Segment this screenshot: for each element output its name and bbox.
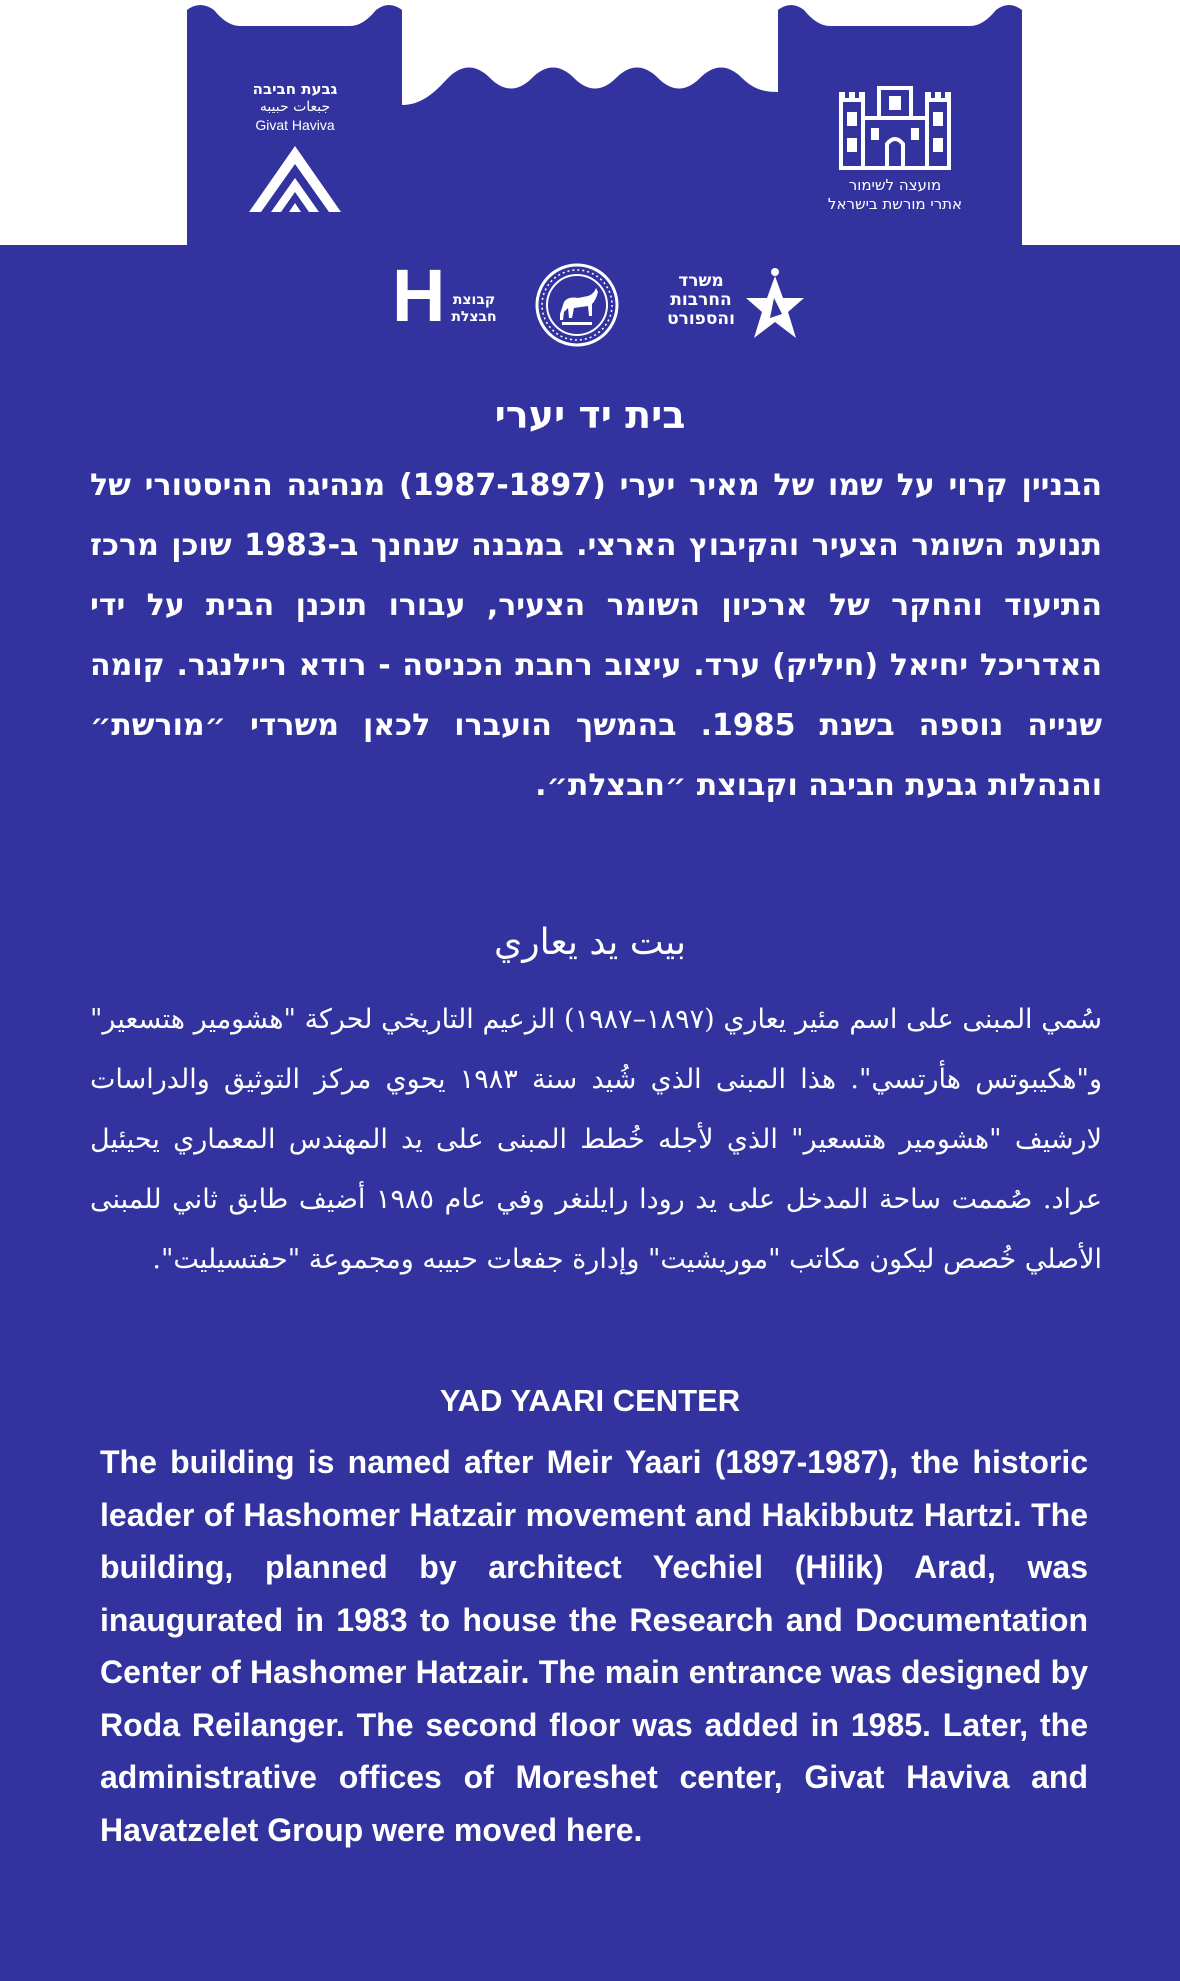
arabic-body: سُمي المبنى على اسم مئير يعاري (١٨٩٧–١٩٨٧) الزعيم التاريخي لحركة "هشومير هتسعير" و"هكيبوتس هأرتسي". هذا المبنى الذي شُيد سنة ١٩٨٣ يحوي مركز التوثيق والدراسات لارشيف "هشومير هتسعير" الذي لأجله خُطط المبنى على يد المهندس المعماري يحيئيل عراد. صُممت ساحة المدخل على يد رودا رايلنغر وفي عام ١٩٨٥ أضيف طابق ثاني للمبنى الأصلي خُصص ليكون مكاتب "موريشيت" وإدارة جفعات حبيبه ومجموعة "حفتسيليت". xyxy=(90,1004,1103,1275)
givat-haviva-english: Givat Haviva xyxy=(255,117,335,133)
council-name-line1: מועצה לשימור xyxy=(848,176,942,194)
givat-haviva-arabic: جبعات حبيبه xyxy=(259,99,331,115)
heritage-council-logo xyxy=(800,82,990,214)
council-name-line2: אתרי מורשת בישראל xyxy=(827,195,963,213)
english-title: YAD YAARI CENTER xyxy=(439,1383,741,1418)
heritage-building-icon xyxy=(835,82,955,172)
givat-haviva-logo xyxy=(240,80,350,216)
sponsor-logos xyxy=(380,254,820,352)
ministry-logo xyxy=(662,268,812,348)
arabic-title: بيت يد يعاري xyxy=(494,922,686,963)
givat-haviva-mountain-icon xyxy=(249,142,341,212)
regional-council-seal-icon xyxy=(534,262,620,348)
regional-seal-logo xyxy=(534,262,620,348)
hebrew-title: בית יד יערי xyxy=(494,393,686,437)
havatzelet-h-letter: H xyxy=(392,254,446,337)
hebrew-body: הבניין קרוי על שמו של מאיר יערי (1987-1897) מנהיגה ההיסטורי של תנועת השומר הצעיר והקיבוץ הארצי. במבנה שנחנך ב-1983 שוכן מרכז התיעוד והחקר של ארכיון השומר הצעיר, עבורו תוכנן הבית על ידי האדריכל יחיאל (חיליק) ערד. עיצוב רחבת הכניסה - רודא ריילנגר. קומה שנייה נוספה בשנת 1985. בהמשך הועברו לכאן משרדי ״מורשת״ והנהלות גבעת חביבה וקבוצת ״חבצלת״. xyxy=(90,468,1103,803)
ministry-name: משרד החרבות והספורט xyxy=(667,271,735,329)
english-body: The building is named after Meir Yaari (1897-1987), the historic leader of Hashomer Hatzair movement and Hakibbutz Hartzi. The building, planned by architect Yechiel (Hilik) Arad, was inaugurated in 1983 to house the Research and Documentation Center of Hashomer Hatzair. The main entrance was designed by Roda Reilanger. The second floor was added in 1985. Later, the administrative offices of Moreshet center, Givat Haviva and Havatzelet Group were moved here. xyxy=(100,1444,1088,1848)
ministry-star-icon xyxy=(744,268,806,348)
havatzelet-logo xyxy=(392,254,502,350)
havatzelet-name: קבוצת חבצלת xyxy=(451,292,497,325)
givat-haviva-hebrew: גבעת חביבה xyxy=(252,80,338,98)
